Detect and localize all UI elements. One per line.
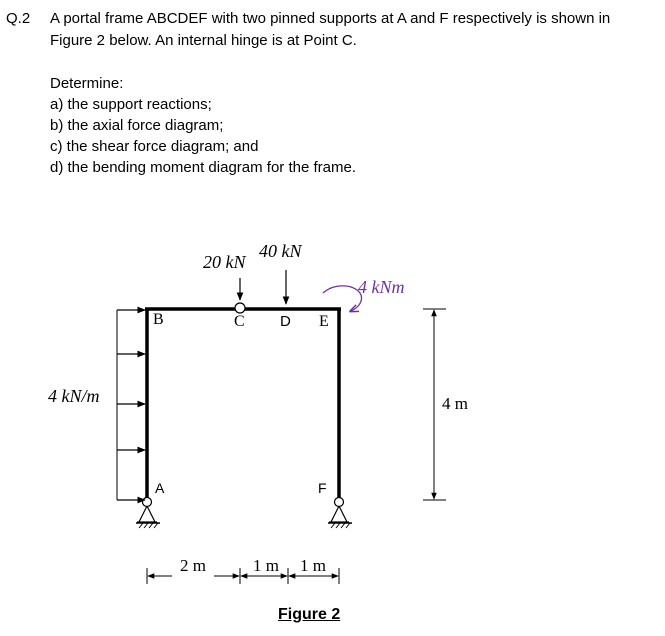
point-label-d: D (280, 313, 291, 330)
dimension-label-de: 1 m (300, 556, 326, 575)
point-label-e: E (319, 313, 329, 330)
dimension-label-bc: 2 m (180, 556, 206, 575)
determine-label: Determine: (50, 75, 124, 92)
task-item-b: b) the axial force diagram; (50, 117, 224, 134)
pin-support-f-icon (328, 498, 352, 529)
load-label-d: 40 kN (259, 241, 302, 261)
task-item-a: a) the support reactions; (50, 96, 212, 113)
question-line-1: A portal frame ABCDEF with two pinned supports at A and F respectively is shown in (50, 10, 611, 27)
load-label-c: 20 kN (203, 252, 246, 272)
frame-members (145, 309, 341, 500)
point-label-f: F (318, 480, 327, 496)
moment-label-e: 4 kNm (358, 277, 405, 297)
point-label-c: C (234, 313, 245, 330)
dimension-label-height: 4 m (442, 394, 468, 413)
pin-support-a-icon (136, 498, 160, 529)
point-label-a: A (155, 480, 165, 496)
question-line-2: Figure 2 below. An internal hinge is at Point C. (50, 32, 357, 49)
point-label-b: B (153, 311, 164, 328)
question-number: Q.2 (6, 10, 31, 27)
task-item-c: c) the shear force diagram; and (50, 138, 259, 155)
moment-arrow-e-icon (323, 286, 362, 311)
figure-caption: Figure 2 (278, 606, 341, 623)
udl-label: 4 kN/m (48, 386, 100, 406)
hinge-c-icon (235, 303, 245, 313)
dimension-label-cd: 1 m (253, 556, 279, 575)
udl-arrows (117, 310, 145, 500)
task-item-d: d) the bending moment diagram for the frame. (50, 159, 356, 176)
